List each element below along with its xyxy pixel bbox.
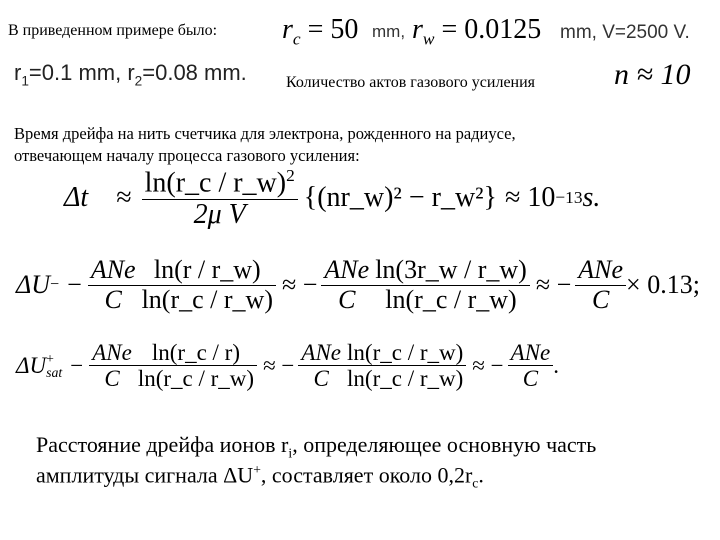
drift-text-line2: отвечающем началу процесса газового усиления: [14, 146, 360, 165]
acts-label: Количество актов газового усиления [286, 74, 536, 91]
du-term2-coeff-den: C [338, 284, 356, 314]
du-tail: × 0.13; [626, 270, 700, 300]
delta-t-exponent: −13 [555, 188, 583, 208]
n-approx: n ≈ 10 [614, 58, 691, 91]
intro-text: В приведенном примере было: [8, 22, 218, 39]
du-term1-coeff-den: C [104, 284, 122, 314]
dusat-term1-log [135, 340, 257, 392]
dusat-term3-coeff-num: ANe [510, 340, 551, 365]
delta-t-denominator: 2μ V [193, 199, 246, 231]
du-term2-log-den: ln(r_c / r_w) [385, 284, 517, 314]
delta-t-brace-expression: {(nr_w)² − r_w²} [303, 182, 497, 214]
rw-symbol: r [412, 14, 423, 45]
du-term1-log-num: ln(r / r_w) [153, 255, 261, 284]
conclusion-line2-a: амплитуды сигнала ΔU [36, 462, 254, 488]
rw-unit: mm, V=2500 V. [560, 22, 690, 43]
delta-t-result: ≈ 10 [505, 182, 556, 214]
conclusion-line2-c: . [478, 462, 484, 488]
delta-t-fraction [142, 166, 298, 231]
du-term2-coeff-num: ANe [324, 255, 370, 284]
equation-delta-u-minus: ΔU − − $\frac{\text{ANe}}{C}$ $\frac{\ln(r / r\_w)}{\ln(r\_c / r\_w)}$ ≈ − $\frac{\text{ANe}}{C}$ $\frac{\ln(3r\_w / r\_w)}{\ln(r\_c / r\_w)}$ ≈ − $\frac{\text{ANe}}{C}$ × 0.13; [16, 255, 700, 314]
conclusion-line1 [36, 432, 596, 461]
r1-sub: 1 [21, 73, 29, 89]
du-term1-coeff [88, 256, 139, 314]
dusat-term2-coeff [298, 340, 344, 392]
delta-t-unit: s. [582, 182, 601, 214]
equation-delta-u-sat: ΔU + sat − $\frac{\text{ANe}}{C}$ $\frac{\ln(r\_c / r)}{\ln(r\_c / r\_w)}$ ≈ − $\frac{\text{ANe}}{C}$ $\frac{\ln(r\_c / r\_w)}{\ln(r\_c / r\_w)}$ ≈ − $\frac{\text{ANe}}{C}$ . [16, 340, 559, 392]
delta-t-numerator: ln(r_c / r_w) [144, 167, 287, 199]
r2-symbol: r [127, 60, 135, 85]
rw-sub: w [422, 29, 435, 49]
rc-value: = 50 [307, 14, 359, 45]
dusat-term3-coeff [508, 340, 554, 392]
r1-r2-values [14, 60, 247, 88]
conclusion-line2 [36, 462, 484, 492]
equation-delta-t [64, 166, 600, 231]
du-term1-coeff-num: ANe [90, 255, 136, 284]
conclusion-line1-b: , определяющее основную часть [292, 432, 597, 457]
delta-u-sat-sup: + [46, 351, 54, 366]
dusat-term2-log-num: ln(r_c / r_w) [347, 340, 464, 365]
du-approx-1: ≈ − [281, 270, 318, 300]
delta-u-sup: − [50, 276, 60, 294]
du-term2-log [372, 256, 530, 314]
dusat-term2-log [344, 340, 466, 392]
rw-expression [412, 14, 541, 50]
dusat-term1-log-den: ln(r_c / r_w) [137, 366, 255, 392]
dusat-term2-coeff-num: ANe [301, 340, 342, 365]
dusat-term1-log-num: ln(r_c / r) [151, 340, 240, 365]
du-term3-coeff-den: C [591, 284, 610, 314]
dusat-term3-coeff-den: C [522, 366, 539, 392]
dusat-term2-coeff-den: C [313, 366, 329, 392]
rc-unit: mm, [372, 22, 406, 41]
approx-sign: ≈ [116, 182, 132, 214]
delta-u-sat-sub: sat [46, 364, 63, 380]
du-approx-2: ≈ − [535, 270, 572, 300]
du-term3-coeff [575, 256, 626, 314]
conclusion-line2-sub: c [472, 475, 479, 491]
r2-sub: 2 [134, 73, 143, 89]
rw-value: = 0.0125 [441, 14, 542, 45]
du-term1-log-den: ln(r_c / r_w) [141, 284, 273, 314]
delta-u-sat-symbol: ΔU [16, 352, 47, 378]
dusat-term1-coeff-num: ANe [92, 340, 132, 365]
rc-expression [282, 14, 358, 50]
r1-value: =0.1 mm, [28, 60, 122, 85]
conclusion-line2-sup: + [253, 462, 261, 477]
conclusion-line2-b: , составляет около 0,2r [260, 462, 473, 488]
dusat-term2-log-den: ln(r_c / r_w) [347, 366, 464, 392]
rc-symbol: r [282, 14, 293, 45]
delta-t-num-exponent: 2 [286, 166, 295, 185]
conclusion-line1-a: Расстояние дрейфа ионов r [36, 432, 289, 457]
du-term2-coeff [321, 256, 372, 314]
delta-u-symbol: ΔU [16, 270, 51, 300]
dusat-term1-coeff [89, 340, 135, 392]
delta-t-symbol: Δt [64, 182, 89, 214]
du-term2-log-num: ln(3r_w / r_w) [375, 255, 527, 284]
drift-text-line1: Время дрейфа на нить счетчика для электрона, рожденного на радиусе, [14, 124, 516, 143]
conclusion-line1-sub: i [288, 445, 293, 461]
du-term3-coeff-num: ANe [578, 255, 624, 284]
du-term1-log [139, 256, 276, 314]
dusat-tail: . [553, 352, 559, 378]
r2-value: =0.08 mm. [142, 60, 247, 85]
rc-sub: c [292, 29, 301, 49]
r1-symbol: r [14, 60, 22, 85]
dusat-term1-coeff-den: C [104, 366, 120, 392]
